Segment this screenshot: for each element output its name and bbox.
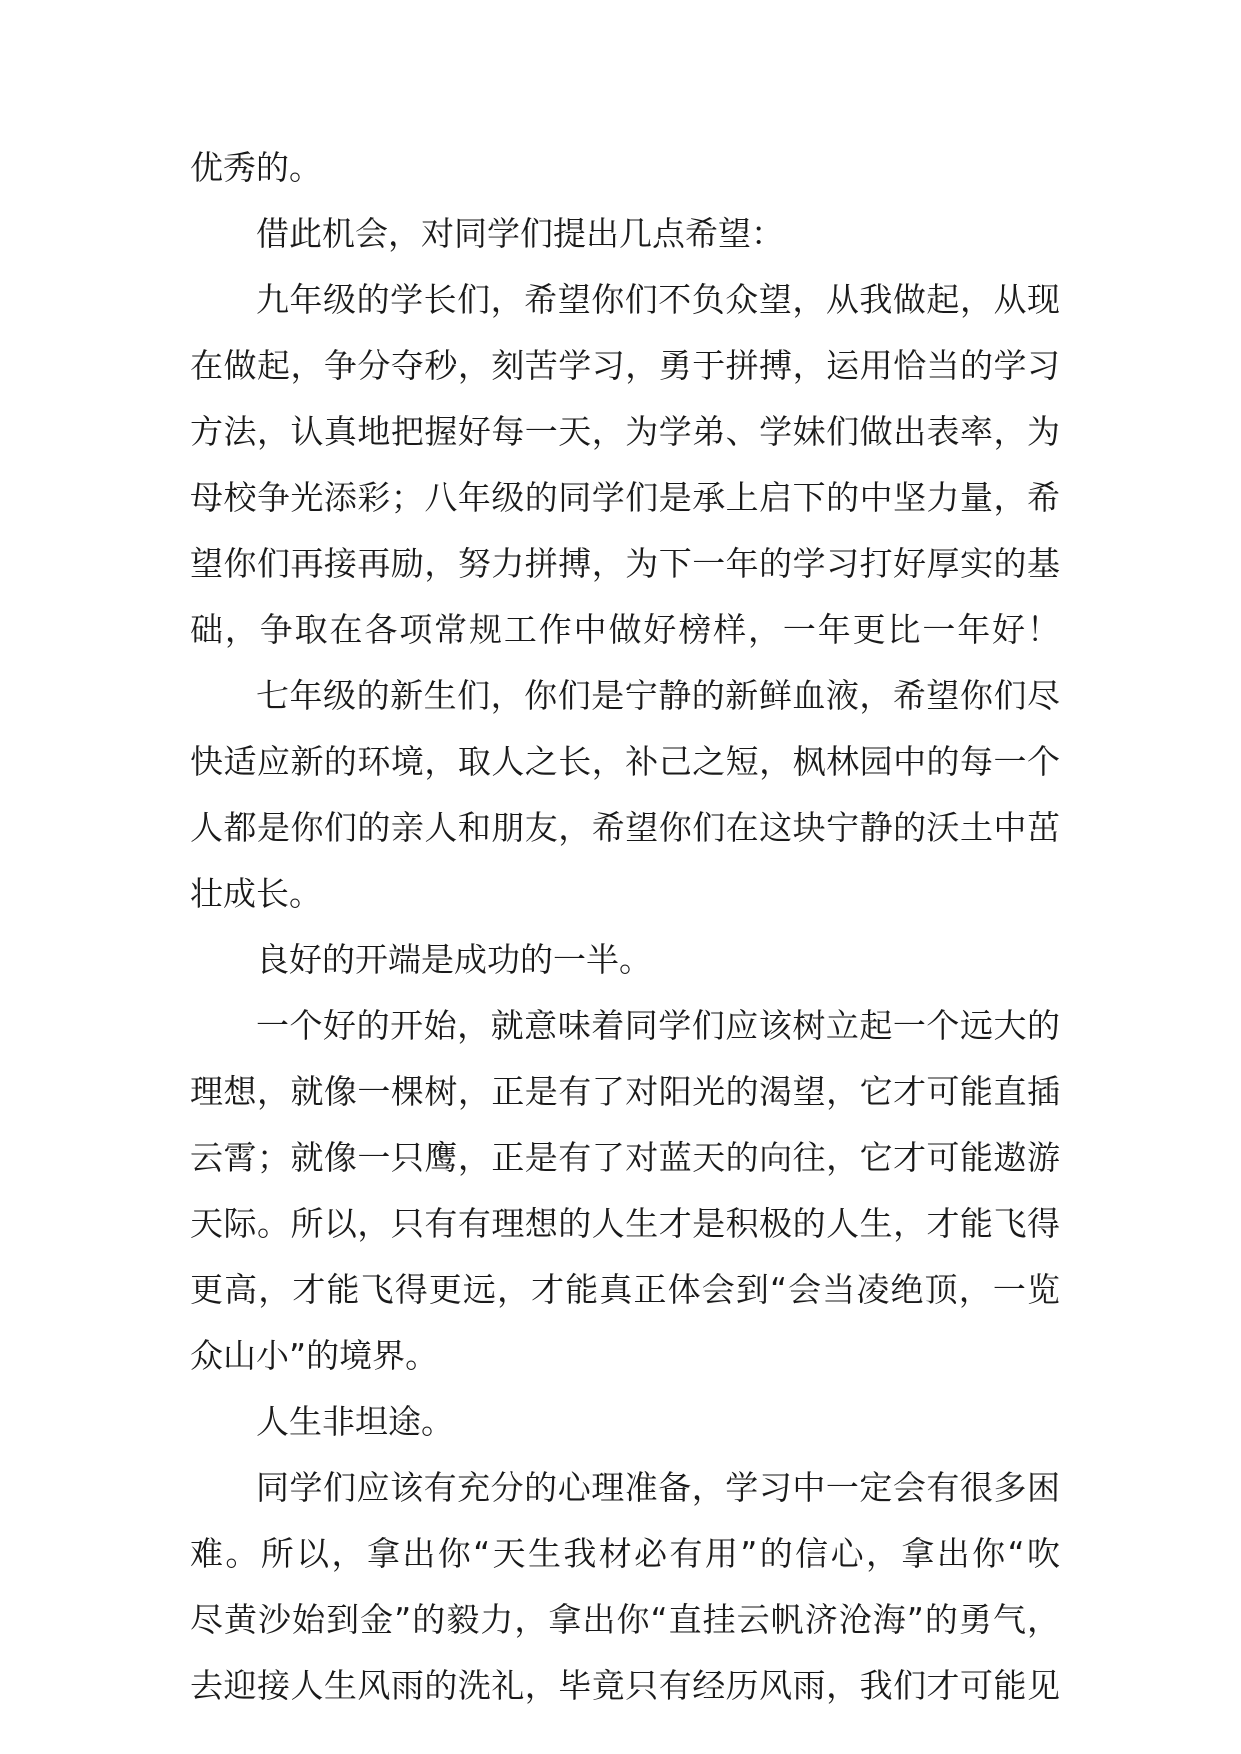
text-line: 云霄；就像一只鹰，正是有了对蓝天的向往，它才可能遨游 <box>190 1138 1060 1177</box>
text-line: 更高，才能飞得更远，才能真正体会到“会当凌绝顶，一览 <box>190 1270 1060 1309</box>
text-line: 同学们应该有充分的心理准备，学习中一定会有很多困 <box>256 1468 1060 1507</box>
text-line: 础，争取在各项常规工作中做好榜样，一年更比一年好！ <box>190 610 1060 649</box>
text-line: 人都是你们的亲人和朋友，希望你们在这块宁静的沃土中茁 <box>190 808 1060 847</box>
text-line: 难。所以，拿出你“天生我材必有用”的信心，拿出你“吹 <box>190 1534 1060 1573</box>
text-line: 尽黄沙始到金”的毅力，拿出你“直挂云帆济沧海”的勇气， <box>190 1600 1060 1639</box>
text-line: 优秀的。 <box>190 148 322 187</box>
text-line: 去迎接人生风雨的洗礼，毕竟只有经历风雨，我们才可能见 <box>190 1666 1060 1705</box>
text-line: 壮成长。 <box>190 874 322 913</box>
text-line: 一个好的开始，就意味着同学们应该树立起一个远大的 <box>256 1006 1060 1045</box>
text-line: 借此机会，对同学们提出几点希望： <box>256 214 784 253</box>
text-line: 人生非坦途。 <box>256 1402 454 1441</box>
text-line: 快适应新的环境，取人之长，补己之短，枫林园中的每一个 <box>190 742 1060 781</box>
text-line: 理想，就像一棵树，正是有了对阳光的渴望，它才可能直插 <box>190 1072 1060 1111</box>
text-line: 天际。所以，只有有理想的人生才是积极的人生，才能飞得 <box>190 1204 1060 1243</box>
text-line: 良好的开端是成功的一半。 <box>256 940 652 979</box>
text-line: 七年级的新生们，你们是宁静的新鲜血液，希望你们尽 <box>256 676 1060 715</box>
text-line: 九年级的学长们，希望你们不负众望，从我做起，从现 <box>256 280 1060 319</box>
text-line: 望你们再接再励，努力拼搏，为下一年的学习打好厚实的基 <box>190 544 1060 583</box>
text-line: 在做起，争分夺秒，刻苦学习，勇于拼搏，运用恰当的学习 <box>190 346 1060 385</box>
text-line: 母校争光添彩；八年级的同学们是承上启下的中坚力量，希 <box>190 478 1060 517</box>
text-line: 方法，认真地把握好每一天，为学弟、学妹们做出表率，为 <box>190 412 1060 451</box>
text-line: 众山小”的境界。 <box>190 1336 439 1375</box>
